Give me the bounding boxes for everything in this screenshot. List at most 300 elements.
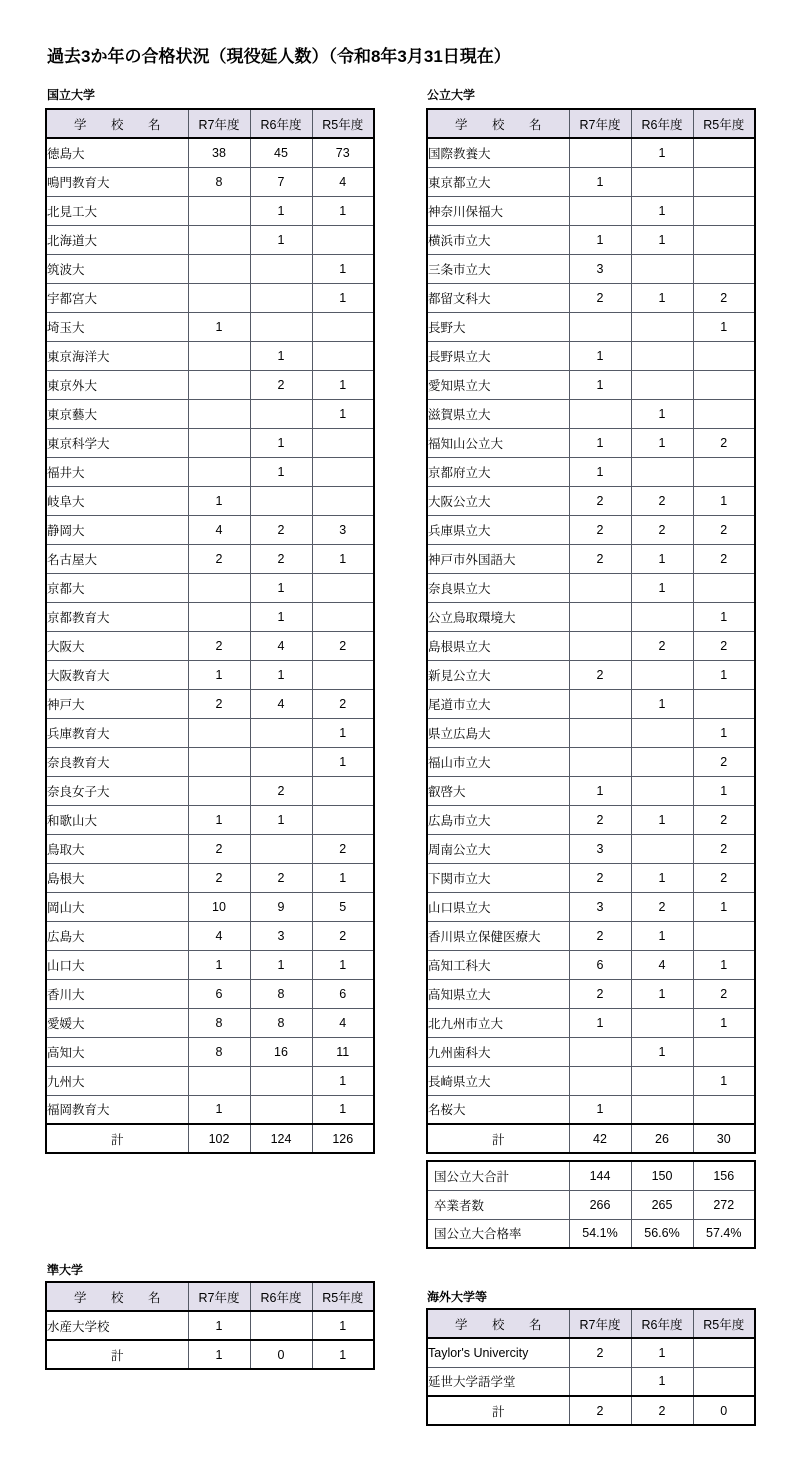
cell-r6: 0: [250, 1340, 312, 1369]
cell-r5: 1: [312, 1066, 374, 1095]
table-row: [427, 660, 755, 689]
cell-school-name: 北九州市立大: [427, 1008, 569, 1037]
cell-r7: [188, 254, 250, 283]
cell-r7: 2: [569, 660, 631, 689]
table-row: [46, 921, 374, 950]
table-row: [427, 486, 755, 515]
cell-r6: 2: [250, 515, 312, 544]
cell-school-name: 延世大学語学堂: [427, 1367, 569, 1396]
table-row: [427, 863, 755, 892]
cell-r5: [693, 1095, 755, 1124]
cell-r5: 5: [312, 892, 374, 921]
table-row: [427, 283, 755, 312]
cell-r7: 1: [188, 312, 250, 341]
cell-school-name: 和歌山大: [46, 805, 188, 834]
cell-r6: 7: [250, 167, 312, 196]
cell-r6: 1: [631, 399, 693, 428]
cell-r5: 1: [312, 254, 374, 283]
cell-r7: 2: [188, 834, 250, 863]
cell-r5: 1: [312, 399, 374, 428]
cell-r7: 42: [569, 1124, 631, 1153]
cell-r5: [693, 399, 755, 428]
national-table-body: [46, 138, 374, 1153]
cell-r7: 1: [569, 341, 631, 370]
cell-school-name: 高知工科大: [427, 950, 569, 979]
cell-r6: [250, 486, 312, 515]
cell-r5: 4: [312, 1008, 374, 1037]
cell-school-name: 九州大: [46, 1066, 188, 1095]
column-header-r5: R5年度: [693, 1309, 755, 1338]
cell-r6: 2: [631, 515, 693, 544]
cell-r6: 1: [631, 196, 693, 225]
cell-r6: 4: [250, 689, 312, 718]
table-row: [427, 370, 755, 399]
cell-r7: 2: [569, 979, 631, 1008]
cell-r5: 4: [312, 167, 374, 196]
cell-r7: [188, 428, 250, 457]
cell-r7: 1: [569, 428, 631, 457]
table-row: [46, 544, 374, 573]
cell-r5: 126: [312, 1124, 374, 1153]
cell-r7: 8: [188, 1037, 250, 1066]
cell-school-name: 計: [46, 1124, 188, 1153]
cell-school-name: 徳島大: [46, 138, 188, 167]
cell-r5: [693, 254, 755, 283]
cell-r6: 1: [250, 602, 312, 631]
table-row: [427, 805, 755, 834]
column-header-school-name: 学 校 名: [46, 1282, 188, 1311]
cell-r7: [569, 1037, 631, 1066]
cell-r7: 2: [569, 921, 631, 950]
cell-r7: [569, 689, 631, 718]
column-header-r5: R5年度: [312, 1282, 374, 1311]
cell-school-name: 大阪公立大: [427, 486, 569, 515]
cell-r5: [693, 1037, 755, 1066]
cell-r6: 1: [631, 573, 693, 602]
section-label-public: 公立大学: [427, 88, 476, 102]
cell-r5: [693, 573, 755, 602]
public-table-body: [427, 138, 755, 1153]
table-row: [427, 573, 755, 602]
cell-r6: [631, 602, 693, 631]
cell-r6: 4: [631, 950, 693, 979]
cell-r7: 54.1%: [569, 1219, 631, 1248]
cell-r7: 2: [569, 1396, 631, 1425]
cell-r7: 1: [569, 776, 631, 805]
cell-r6: [631, 254, 693, 283]
cell-r6: [631, 1095, 693, 1124]
cell-r6: [631, 747, 693, 776]
cell-school-name: 愛媛大: [46, 1008, 188, 1037]
cell-school-name: 埼玉大: [46, 312, 188, 341]
table-total-row: [46, 1124, 374, 1153]
cell-r5: [312, 573, 374, 602]
cell-r6: 8: [250, 1008, 312, 1037]
table-row: [46, 167, 374, 196]
cell-r7: [188, 341, 250, 370]
cell-r5: [312, 225, 374, 254]
cell-r6: 16: [250, 1037, 312, 1066]
cell-r6: 1: [631, 805, 693, 834]
cell-school-name: 滋賀県立大: [427, 399, 569, 428]
cell-r7: 2: [188, 689, 250, 718]
table-total-row: [427, 1396, 755, 1425]
table-row: [46, 254, 374, 283]
cell-r6: [631, 167, 693, 196]
table-row: [427, 457, 755, 486]
cell-school-name: 京都府立大: [427, 457, 569, 486]
cell-r7: [188, 747, 250, 776]
cell-school-name: 岡山大: [46, 892, 188, 921]
table-row: [46, 950, 374, 979]
cell-r5: 57.4%: [693, 1219, 755, 1248]
cell-r7: [569, 747, 631, 776]
cell-r6: 1: [250, 573, 312, 602]
cell-r7: 3: [569, 254, 631, 283]
cell-r5: 1: [312, 283, 374, 312]
cell-r5: 1: [693, 950, 755, 979]
cell-r5: [693, 370, 755, 399]
cell-r6: [250, 718, 312, 747]
cell-school-name: 東京藝大: [46, 399, 188, 428]
cell-r5: 2: [693, 283, 755, 312]
table-row: [427, 544, 755, 573]
cell-school-name: 愛知県立大: [427, 370, 569, 399]
cell-r5: 1: [693, 486, 755, 515]
table-row: [427, 138, 755, 167]
cell-school-name: 都留文科大: [427, 283, 569, 312]
cell-r6: [631, 718, 693, 747]
table-row: [46, 834, 374, 863]
cell-school-name: 神奈川保福大: [427, 196, 569, 225]
cell-r5: 0: [693, 1396, 755, 1425]
cell-r7: [188, 283, 250, 312]
cell-r5: 1: [312, 718, 374, 747]
cell-r5: 2: [693, 515, 755, 544]
cell-r7: 6: [188, 979, 250, 1008]
cell-r6: [250, 283, 312, 312]
cell-r7: 3: [569, 834, 631, 863]
cell-r6: [631, 776, 693, 805]
cell-r7: 10: [188, 892, 250, 921]
cell-r5: 2: [312, 689, 374, 718]
section-label-national: 国立大学: [47, 88, 96, 102]
public-universities-table: [426, 108, 756, 1154]
table-row: [46, 573, 374, 602]
cell-r7: [188, 196, 250, 225]
table-row: [46, 747, 374, 776]
cell-r5: 2: [693, 805, 755, 834]
cell-r7: 1: [188, 660, 250, 689]
cell-school-name: 大阪大: [46, 631, 188, 660]
cell-r6: [250, 747, 312, 776]
cell-r7: 2: [569, 544, 631, 573]
cell-r7: 8: [188, 167, 250, 196]
cell-school-name: 長野県立大: [427, 341, 569, 370]
cell-school-name: 京都大: [46, 573, 188, 602]
cell-r5: 1: [693, 776, 755, 805]
cell-r6: [250, 399, 312, 428]
table-row: [427, 689, 755, 718]
cell-r5: [693, 225, 755, 254]
cell-r5: 2: [693, 747, 755, 776]
cell-school-name: 静岡大: [46, 515, 188, 544]
cell-r7: 2: [569, 1338, 631, 1367]
table-header-row: [46, 1282, 374, 1311]
table-row: [46, 138, 374, 167]
cell-r7: [188, 573, 250, 602]
summary-totals-table: [426, 1160, 756, 1249]
cell-r5: 156: [693, 1161, 755, 1190]
table-row: [46, 631, 374, 660]
cell-r7: 144: [569, 1161, 631, 1190]
table-row: [46, 689, 374, 718]
cell-school-name: 鳥取大: [46, 834, 188, 863]
table-row: [427, 1219, 755, 1248]
cell-r6: 1: [631, 138, 693, 167]
table-row: [427, 602, 755, 631]
table-row: [46, 225, 374, 254]
column-header-r6: R6年度: [250, 1282, 312, 1311]
cell-school-name: 広島市立大: [427, 805, 569, 834]
cell-school-name: 尾道市立大: [427, 689, 569, 718]
cell-r6: 1: [631, 283, 693, 312]
cell-r7: [188, 1066, 250, 1095]
table-header-row: [46, 109, 374, 138]
quasi-universities-table: [45, 1281, 375, 1370]
table-row: [46, 892, 374, 921]
cell-r6: [250, 1311, 312, 1340]
table-row: [427, 1190, 755, 1219]
cell-r6: [250, 1095, 312, 1124]
column-header-r7: R7年度: [188, 1282, 250, 1311]
table-row: [46, 979, 374, 1008]
cell-r5: [312, 776, 374, 805]
cell-r5: 30: [693, 1124, 755, 1153]
table-row: [46, 1311, 374, 1340]
cell-r5: 1: [312, 863, 374, 892]
cell-r7: [569, 312, 631, 341]
cell-school-name: 山口大: [46, 950, 188, 979]
cell-r7: 102: [188, 1124, 250, 1153]
cell-school-name: 周南公立大: [427, 834, 569, 863]
cell-r7: [569, 573, 631, 602]
cell-r6: 45: [250, 138, 312, 167]
cell-school-name: 福山市立大: [427, 747, 569, 776]
table-row: [427, 399, 755, 428]
cell-r5: [693, 138, 755, 167]
cell-school-name: 東京科学大: [46, 428, 188, 457]
table-total-row: [46, 1340, 374, 1369]
cell-r5: 1: [312, 950, 374, 979]
cell-school-name: 福井大: [46, 457, 188, 486]
table-row: [427, 167, 755, 196]
cell-school-name: 東京海洋大: [46, 341, 188, 370]
cell-r7: 2: [569, 486, 631, 515]
table-row: [46, 312, 374, 341]
cell-school-name: 名古屋大: [46, 544, 188, 573]
table-row: [427, 1066, 755, 1095]
cell-r5: [693, 1367, 755, 1396]
table-row: [46, 1095, 374, 1124]
cell-r5: 1: [312, 1311, 374, 1340]
table-row: [427, 196, 755, 225]
cell-r5: [693, 341, 755, 370]
cell-r5: [693, 689, 755, 718]
cell-school-name: 高知県立大: [427, 979, 569, 1008]
cell-r6: 265: [631, 1190, 693, 1219]
cell-r5: [693, 196, 755, 225]
cell-r5: 2: [312, 834, 374, 863]
cell-r5: 1: [693, 1008, 755, 1037]
cell-r5: 1: [693, 312, 755, 341]
cell-r6: 1: [250, 428, 312, 457]
cell-r6: 150: [631, 1161, 693, 1190]
table-row: [46, 399, 374, 428]
cell-r7: 1: [569, 370, 631, 399]
cell-school-name: 奈良県立大: [427, 573, 569, 602]
section-label-quasi: 準大学: [47, 1263, 84, 1277]
cell-r6: 1: [250, 196, 312, 225]
cell-r5: 1: [312, 1095, 374, 1124]
column-header-r7: R7年度: [569, 1309, 631, 1338]
cell-r6: 4: [250, 631, 312, 660]
cell-school-name: 下関市立大: [427, 863, 569, 892]
table-row: [427, 1037, 755, 1066]
cell-r6: 26: [631, 1124, 693, 1153]
cell-r5: [693, 457, 755, 486]
table-row: [427, 1338, 755, 1367]
cell-r5: 2: [693, 834, 755, 863]
cell-school-name: 奈良女子大: [46, 776, 188, 805]
table-row: [46, 1066, 374, 1095]
cell-r7: 3: [569, 892, 631, 921]
cell-r7: [569, 1367, 631, 1396]
cell-r6: 124: [250, 1124, 312, 1153]
cell-r7: 8: [188, 1008, 250, 1037]
cell-school-name: 福岡教育大: [46, 1095, 188, 1124]
cell-school-name: 長崎県立大: [427, 1066, 569, 1095]
cell-school-name: 奈良教育大: [46, 747, 188, 776]
table-row: [427, 1095, 755, 1124]
cell-r6: 1: [250, 950, 312, 979]
cell-school-name: 兵庫県立大: [427, 515, 569, 544]
cell-r6: 1: [250, 805, 312, 834]
cell-r5: 2: [693, 428, 755, 457]
cell-school-name: 福知山公立大: [427, 428, 569, 457]
table-row: [46, 602, 374, 631]
cell-r5: 11: [312, 1037, 374, 1066]
cell-school-name: 京都教育大: [46, 602, 188, 631]
cell-school-name: 神戸大: [46, 689, 188, 718]
table-row: [46, 196, 374, 225]
cell-r7: 2: [188, 863, 250, 892]
cell-r7: 1: [569, 1095, 631, 1124]
cell-r5: [693, 1338, 755, 1367]
cell-r7: [569, 631, 631, 660]
cell-r7: 2: [188, 631, 250, 660]
cell-school-name: 横浜市立大: [427, 225, 569, 254]
table-row: [46, 776, 374, 805]
cell-r6: [631, 457, 693, 486]
cell-r7: [569, 196, 631, 225]
table-row: [46, 370, 374, 399]
cell-r6: 1: [631, 689, 693, 718]
cell-r7: [569, 718, 631, 747]
cell-r6: 1: [250, 660, 312, 689]
cell-school-name: 香川県立保健医療大: [427, 921, 569, 950]
cell-school-name: 鳴門教育大: [46, 167, 188, 196]
cell-r6: [631, 1066, 693, 1095]
column-header-r5: R5年度: [312, 109, 374, 138]
table-row: [427, 834, 755, 863]
column-header-r7: R7年度: [188, 109, 250, 138]
cell-r5: 73: [312, 138, 374, 167]
cell-r7: 1: [188, 950, 250, 979]
cell-r6: 2: [631, 631, 693, 660]
cell-school-name: 国公立大合格率: [427, 1219, 569, 1248]
national-universities-table: [45, 108, 375, 1154]
cell-school-name: 東京外大: [46, 370, 188, 399]
cell-r5: [693, 167, 755, 196]
cell-r7: [569, 138, 631, 167]
cell-school-name: 島根大: [46, 863, 188, 892]
cell-school-name: 宇都宮大: [46, 283, 188, 312]
cell-r5: [312, 660, 374, 689]
cell-r6: [631, 341, 693, 370]
cell-r6: 1: [631, 1037, 693, 1066]
cell-school-name: 叡啓大: [427, 776, 569, 805]
cell-r6: 1: [631, 544, 693, 573]
cell-r5: 6: [312, 979, 374, 1008]
cell-school-name: 新見公立大: [427, 660, 569, 689]
cell-r5: [312, 341, 374, 370]
cell-school-name: 国公立大合計: [427, 1161, 569, 1190]
cell-r7: 1: [569, 225, 631, 254]
cell-r5: 1: [312, 370, 374, 399]
cell-school-name: 計: [427, 1124, 569, 1153]
cell-r7: 1: [569, 457, 631, 486]
cell-r7: [569, 602, 631, 631]
cell-school-name: 計: [427, 1396, 569, 1425]
cell-r6: 1: [631, 921, 693, 950]
cell-r6: 2: [250, 544, 312, 573]
cell-school-name: 北見工大: [46, 196, 188, 225]
cell-r5: 1: [693, 660, 755, 689]
cell-school-name: 広島大: [46, 921, 188, 950]
cell-r6: 56.6%: [631, 1219, 693, 1248]
cell-r6: [250, 254, 312, 283]
cell-school-name: 山口県立大: [427, 892, 569, 921]
table-row: [427, 515, 755, 544]
cell-r6: [250, 312, 312, 341]
cell-school-name: 計: [46, 1340, 188, 1369]
quasi-table-body: [46, 1311, 374, 1369]
cell-r7: [569, 399, 631, 428]
cell-r7: 266: [569, 1190, 631, 1219]
cell-r7: 38: [188, 138, 250, 167]
cell-r7: 2: [569, 805, 631, 834]
table-header-row: [427, 109, 755, 138]
cell-school-name: 香川大: [46, 979, 188, 1008]
table-row: [427, 631, 755, 660]
cell-r7: [188, 370, 250, 399]
column-header-r6: R6年度: [631, 1309, 693, 1338]
table-row: [427, 921, 755, 950]
table-row: [427, 312, 755, 341]
cell-r5: 272: [693, 1190, 755, 1219]
cell-r7: [188, 225, 250, 254]
